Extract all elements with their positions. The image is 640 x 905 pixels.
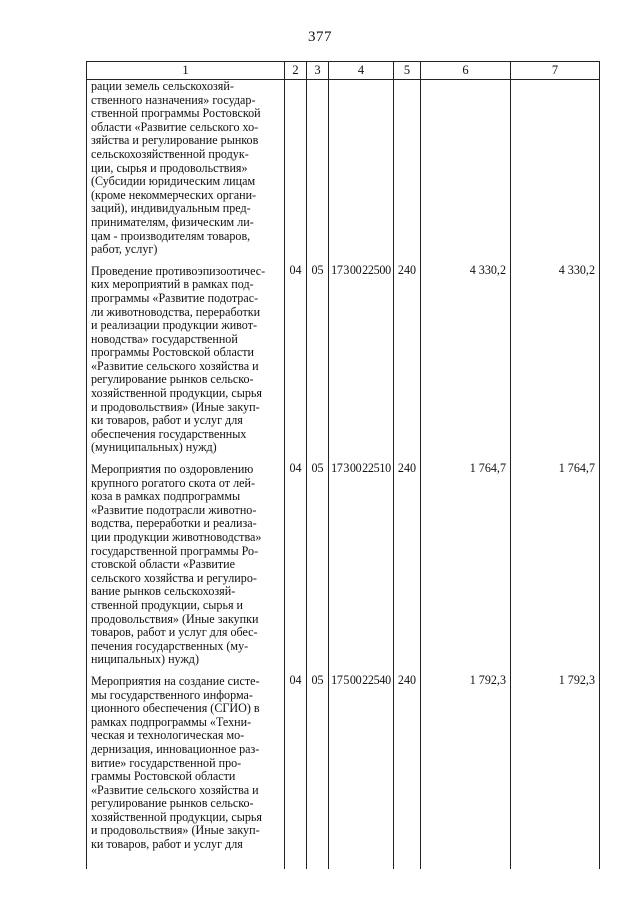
header-col-4: 4: [329, 62, 394, 80]
row-subsection: 05: [307, 261, 329, 459]
row-amount-b: 1 764,7: [511, 459, 600, 671]
row-section: 04: [285, 459, 307, 671]
row-description: Мероприятия на создание систе- мы государственного информа- ционного обеспечения (СГИО) в рамках подпрограммы «Техни- ческая и технологическая мо- дернизация, инновационное раз- витие» государственной про- граммы Ростовской области «Развитие сельского хозяйства и регулирование рынков сельско- хозяйственной продукции, сырья и продовольствия» (Иные закуп- ки товаров, работ и услуг для: [87, 671, 285, 869]
row-target-article: 17 3 00 22500: [329, 261, 394, 459]
table-body: [87, 80, 600, 869]
row-amount-b: [511, 80, 600, 261]
header-col-6: 6: [421, 62, 511, 80]
row-target-article: 17 3 00 22510: [329, 459, 394, 671]
row-expense-type: [394, 80, 421, 261]
row-expense-type: 240: [394, 261, 421, 459]
budget-table: [86, 61, 600, 869]
header-col-1: 1: [87, 62, 285, 80]
row-amount-a: 4 330,2: [421, 261, 511, 459]
table-row: [87, 459, 600, 671]
header-col-5: 5: [394, 62, 421, 80]
table-row: [87, 80, 600, 261]
header-col-2: 2: [285, 62, 307, 80]
row-section: [285, 80, 307, 261]
table-row: [87, 671, 600, 869]
row-description: Мероприятия по оздоровлению крупного рогатого скота от лей- коза в рамках подпрограммы «Развитие подотрасли животно- водства, переработки и реализа- ции продукции животноводства» государственной программы Ро- стовской области «Развитие сельского хозяйства и регулиро- вание рынков сельскохозяй- ственной продукции, сырья и продовольствия» (Иные закупки товаров, работ и услуг для обес- печения государственных (му- ниципальных) нужд): [87, 459, 285, 671]
row-expense-type: 240: [394, 671, 421, 869]
row-section: 04: [285, 261, 307, 459]
row-amount-a: 1 764,7: [421, 459, 511, 671]
row-amount-a: 1 792,3: [421, 671, 511, 869]
row-amount-b: 4 330,2: [511, 261, 600, 459]
row-description: рации земель сельскохозяй- ственного назначения» государ- ственной программы Ростовской области «Развитие сельского хо- зяйства и регулирование рынков сельскохозяйственной продук- ции, сырья и продовольствия» (Субсидии юридическим лицам (кроме некоммерческих органи- заций), индивидуальным пред- принимателям, физическим ли- цам - производителям товаров, работ, услуг): [87, 80, 285, 261]
row-expense-type: 240: [394, 459, 421, 671]
row-target-article: 17 5 00 22540: [329, 671, 394, 869]
table-header: [87, 62, 600, 80]
header-col-3: 3: [307, 62, 329, 80]
row-amount-a: [421, 80, 511, 261]
row-description: Проведение противоэпизоотичес- ких мероприятий в рамках под- программы «Развитие подотрас- ли животноводства, переработки и реализации продукции живот- новодства» государственной программы Ростовской области «Развитие сельского хозяйства и регулирование рынков сельско- хозяйственной продукции, сырья и продовольствия» (Иные закуп- ки товаров, работ и услуг для обеспечения государственных (муниципальных) нужд): [87, 261, 285, 459]
row-subsection: 05: [307, 671, 329, 869]
row-section: 04: [285, 671, 307, 869]
page-number: 377: [308, 29, 332, 45]
row-subsection: 05: [307, 459, 329, 671]
header-row: [87, 62, 600, 80]
table-row: [87, 261, 600, 459]
row-target-article: [329, 80, 394, 261]
row-amount-b: 1 792,3: [511, 671, 600, 869]
header-col-7: 7: [511, 62, 600, 80]
row-subsection: [307, 80, 329, 261]
